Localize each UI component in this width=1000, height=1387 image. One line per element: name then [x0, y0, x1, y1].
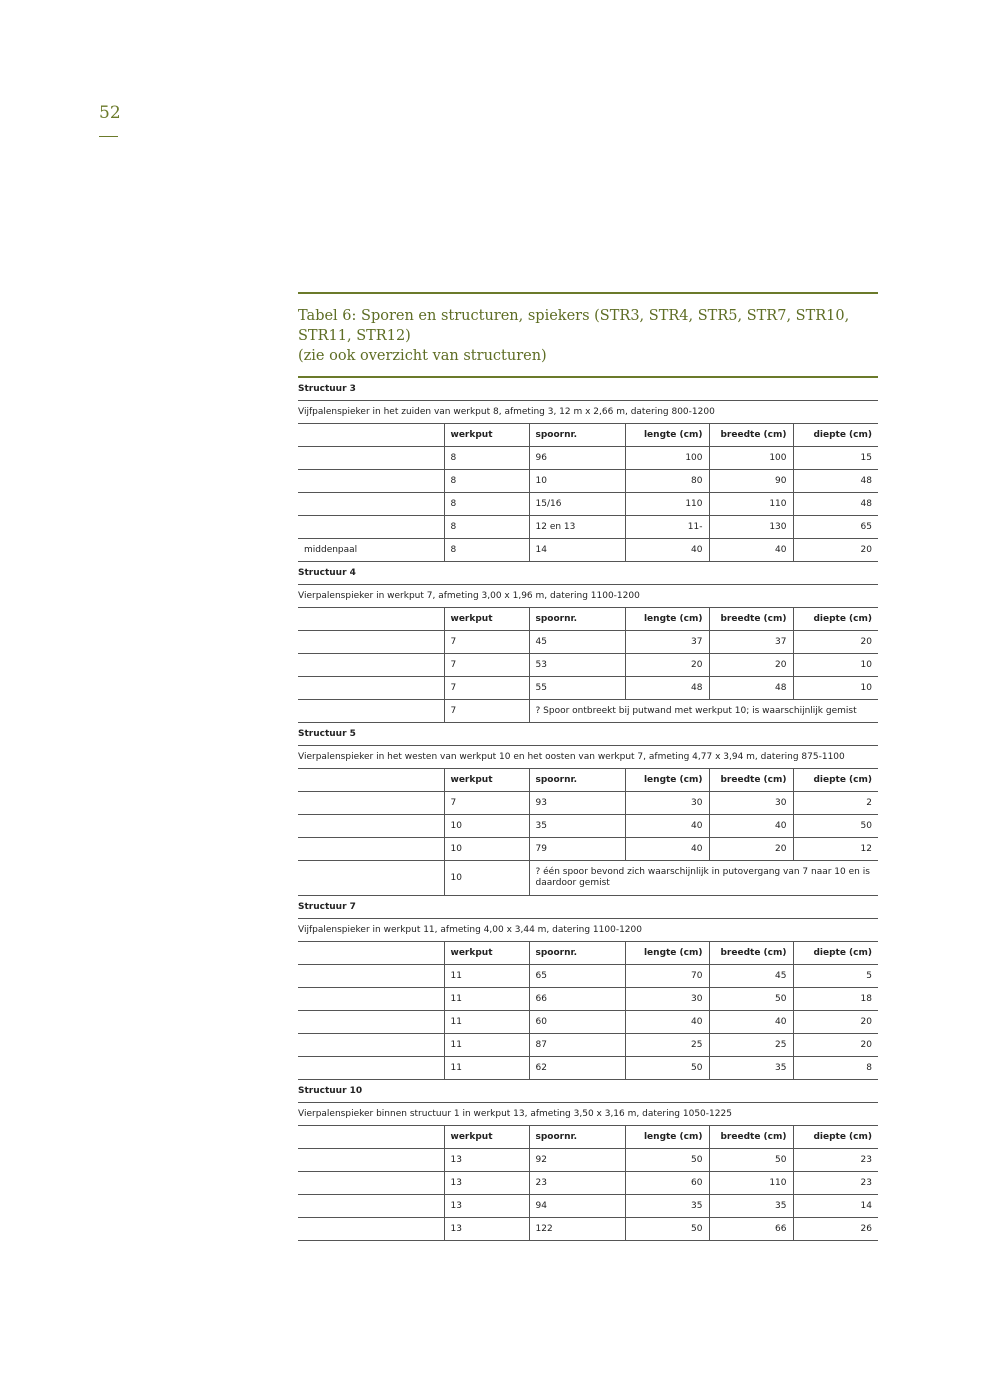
column-header: breedte (cm) — [709, 424, 793, 447]
cell-spoornr: 122 — [529, 1218, 625, 1241]
cell-breedte: 90 — [709, 470, 793, 493]
cell-diepte: 8 — [793, 1057, 878, 1080]
structure-table — [298, 608, 878, 723]
cell-diepte: 2 — [793, 792, 878, 815]
cell-breedte: 50 — [709, 1149, 793, 1172]
cell-spoornr: 12 en 13 — [529, 516, 625, 539]
cell-breedte: 50 — [709, 988, 793, 1011]
cell-werkput: 13 — [444, 1172, 529, 1195]
cell-lengte: 37 — [625, 631, 709, 654]
cell-breedte: 20 — [709, 838, 793, 861]
structure-description: Vierpalenspieker in werkput 7, afmeting 3,00 x 1,96 m, datering 1100-1200 — [298, 585, 878, 608]
cell-werkput: 7 — [444, 700, 529, 723]
cell-lengte: 40 — [625, 838, 709, 861]
column-header: breedte (cm) — [709, 942, 793, 965]
structure-description: Vierpalenspieker binnen structuur 1 in werkput 13, afmeting 3,50 x 3,16 m, datering 1050-1225 — [298, 1103, 878, 1126]
structure-heading: Structuur 7 — [298, 896, 878, 919]
table-title — [298, 306, 878, 366]
row-label — [298, 1195, 444, 1218]
structure-description: Vierpalenspieker in het westen van werkput 10 en het oosten van werkput 7, afmeting 4,77 x 3,94 m, datering 875-1100 — [298, 746, 878, 769]
cell-spoornr: 53 — [529, 654, 625, 677]
cell-spoornr: 55 — [529, 677, 625, 700]
table-row — [298, 815, 878, 838]
structure-heading: Structuur 10 — [298, 1080, 878, 1103]
cell-werkput: 8 — [444, 447, 529, 470]
cell-breedte: 30 — [709, 792, 793, 815]
cell-werkput: 11 — [444, 1057, 529, 1080]
cell-spoornr: 92 — [529, 1149, 625, 1172]
cell-lengte: 80 — [625, 470, 709, 493]
cell-werkput: 7 — [444, 631, 529, 654]
column-header: werkput — [444, 942, 529, 965]
table-row — [298, 1218, 878, 1241]
cell-spoornr: 35 — [529, 815, 625, 838]
structures-list — [298, 378, 878, 1241]
table-row — [298, 988, 878, 1011]
cell-werkput: 13 — [444, 1149, 529, 1172]
row-label — [298, 631, 444, 654]
table-header-row — [298, 424, 878, 447]
cell-diepte: 23 — [793, 1149, 878, 1172]
table-row — [298, 1011, 878, 1034]
row-label — [298, 1011, 444, 1034]
table-row — [298, 539, 878, 562]
cell-diepte: 20 — [793, 539, 878, 562]
cell-lengte: 35 — [625, 1195, 709, 1218]
column-header: werkput — [444, 608, 529, 631]
structure-heading: Structuur 4 — [298, 562, 878, 585]
cell-spoornr: 10 — [529, 470, 625, 493]
row-label — [298, 470, 444, 493]
cell-spoornr: 62 — [529, 1057, 625, 1080]
cell-breedte: 20 — [709, 654, 793, 677]
header-blank-cell — [298, 608, 444, 631]
table-row — [298, 1034, 878, 1057]
column-header: spoornr. — [529, 942, 625, 965]
cell-diepte: 20 — [793, 1011, 878, 1034]
row-label — [298, 815, 444, 838]
row-label: middenpaal — [298, 539, 444, 562]
cell-lengte: 100 — [625, 447, 709, 470]
structure-table — [298, 1126, 878, 1241]
cell-lengte: 48 — [625, 677, 709, 700]
cell-werkput: 8 — [444, 516, 529, 539]
cell-spoornr: 87 — [529, 1034, 625, 1057]
cell-werkput: 10 — [444, 815, 529, 838]
row-label — [298, 1172, 444, 1195]
page-number: 52 — [99, 103, 121, 123]
cell-spoornr: 23 — [529, 1172, 625, 1195]
column-header: werkput — [444, 769, 529, 792]
cell-diepte: 10 — [793, 654, 878, 677]
column-header: breedte (cm) — [709, 1126, 793, 1149]
table-row — [298, 1195, 878, 1218]
cell-diepte: 20 — [793, 631, 878, 654]
structure-table — [298, 424, 878, 562]
cell-lengte: 30 — [625, 988, 709, 1011]
cell-diepte: 18 — [793, 988, 878, 1011]
cell-breedte: 100 — [709, 447, 793, 470]
cell-diepte: 12 — [793, 838, 878, 861]
structure-heading: Structuur 3 — [298, 378, 878, 401]
cell-spoornr: 14 — [529, 539, 625, 562]
cell-spoornr: 79 — [529, 838, 625, 861]
table-header-row — [298, 769, 878, 792]
cell-lengte: 40 — [625, 539, 709, 562]
cell-breedte: 35 — [709, 1195, 793, 1218]
cell-breedte: 35 — [709, 1057, 793, 1080]
structure-table — [298, 769, 878, 896]
table-row — [298, 838, 878, 861]
cell-lengte: 50 — [625, 1218, 709, 1241]
cell-diepte: 48 — [793, 493, 878, 516]
table-row — [298, 654, 878, 677]
structure-description: Vijfpalenspieker in werkput 11, afmeting 4,00 x 3,44 m, datering 1100-1200 — [298, 919, 878, 942]
cell-spoornr: 93 — [529, 792, 625, 815]
cell-note: ? Spoor ontbreekt bij putwand met werkput 10; is waarschijnlijk gemist — [529, 700, 878, 723]
column-header: spoornr. — [529, 424, 625, 447]
cell-werkput: 7 — [444, 792, 529, 815]
table-header-row — [298, 608, 878, 631]
table-row — [298, 1172, 878, 1195]
column-header: breedte (cm) — [709, 608, 793, 631]
row-label — [298, 516, 444, 539]
table-row — [298, 447, 878, 470]
row-label — [298, 493, 444, 516]
cell-diepte: 23 — [793, 1172, 878, 1195]
row-label — [298, 447, 444, 470]
table-row — [298, 1149, 878, 1172]
row-label — [298, 965, 444, 988]
cell-lengte: 11- — [625, 516, 709, 539]
column-header: lengte (cm) — [625, 769, 709, 792]
row-label — [298, 654, 444, 677]
cell-spoornr: 66 — [529, 988, 625, 1011]
cell-breedte: 48 — [709, 677, 793, 700]
table-title-line-2: (zie ook overzicht van structuren) — [298, 348, 547, 364]
cell-werkput: 7 — [444, 654, 529, 677]
row-label — [298, 838, 444, 861]
cell-diepte: 20 — [793, 1034, 878, 1057]
cell-lengte: 30 — [625, 792, 709, 815]
column-header: diepte (cm) — [793, 1126, 878, 1149]
column-header: diepte (cm) — [793, 424, 878, 447]
column-header: diepte (cm) — [793, 769, 878, 792]
table-container — [298, 292, 878, 1241]
table-row — [298, 677, 878, 700]
table-row — [298, 700, 878, 723]
cell-werkput: 13 — [444, 1195, 529, 1218]
column-header: werkput — [444, 424, 529, 447]
column-header: lengte (cm) — [625, 424, 709, 447]
cell-diepte: 14 — [793, 1195, 878, 1218]
cell-werkput: 11 — [444, 988, 529, 1011]
cell-breedte: 40 — [709, 1011, 793, 1034]
cell-diepte: 26 — [793, 1218, 878, 1241]
structure-description: Vijfpalenspieker in het zuiden van werkput 8, afmeting 3, 12 m x 2,66 m, datering 800-1200 — [298, 401, 878, 424]
table-header-row — [298, 1126, 878, 1149]
cell-werkput: 11 — [444, 1011, 529, 1034]
row-label — [298, 1149, 444, 1172]
cell-diepte: 65 — [793, 516, 878, 539]
table-row — [298, 1057, 878, 1080]
cell-breedte: 110 — [709, 493, 793, 516]
header-blank-cell — [298, 1126, 444, 1149]
cell-spoornr: 96 — [529, 447, 625, 470]
cell-breedte: 37 — [709, 631, 793, 654]
page-number-rule — [99, 136, 118, 137]
table-row — [298, 493, 878, 516]
cell-lengte: 110 — [625, 493, 709, 516]
row-label — [298, 861, 444, 896]
column-header: diepte (cm) — [793, 608, 878, 631]
cell-werkput: 8 — [444, 539, 529, 562]
cell-werkput: 11 — [444, 965, 529, 988]
cell-breedte: 40 — [709, 815, 793, 838]
table-row — [298, 631, 878, 654]
column-header: spoornr. — [529, 769, 625, 792]
cell-spoornr: 94 — [529, 1195, 625, 1218]
table-row — [298, 470, 878, 493]
cell-werkput: 8 — [444, 470, 529, 493]
cell-lengte: 40 — [625, 1011, 709, 1034]
cell-diepte: 10 — [793, 677, 878, 700]
cell-spoornr: 65 — [529, 965, 625, 988]
structure-table — [298, 942, 878, 1080]
table-row — [298, 965, 878, 988]
table-row — [298, 516, 878, 539]
column-header: lengte (cm) — [625, 608, 709, 631]
cell-lengte: 20 — [625, 654, 709, 677]
row-label — [298, 700, 444, 723]
cell-breedte: 130 — [709, 516, 793, 539]
cell-werkput: 10 — [444, 861, 529, 896]
cell-werkput: 13 — [444, 1218, 529, 1241]
header-blank-cell — [298, 942, 444, 965]
column-header: werkput — [444, 1126, 529, 1149]
cell-lengte: 50 — [625, 1057, 709, 1080]
cell-breedte: 40 — [709, 539, 793, 562]
cell-lengte: 50 — [625, 1149, 709, 1172]
row-label — [298, 792, 444, 815]
row-label — [298, 677, 444, 700]
table-row — [298, 792, 878, 815]
cell-diepte: 48 — [793, 470, 878, 493]
table-header-row — [298, 942, 878, 965]
cell-breedte: 25 — [709, 1034, 793, 1057]
cell-breedte: 66 — [709, 1218, 793, 1241]
column-header: diepte (cm) — [793, 942, 878, 965]
cell-diepte: 5 — [793, 965, 878, 988]
cell-breedte: 45 — [709, 965, 793, 988]
cell-diepte: 15 — [793, 447, 878, 470]
header-blank-cell — [298, 769, 444, 792]
cell-breedte: 110 — [709, 1172, 793, 1195]
cell-werkput: 11 — [444, 1034, 529, 1057]
cell-lengte: 60 — [625, 1172, 709, 1195]
column-header: lengte (cm) — [625, 942, 709, 965]
cell-note: ? één spoor bevond zich waarschijnlijk in putovergang van 7 naar 10 en is daardoor gemist — [529, 861, 878, 896]
column-header: breedte (cm) — [709, 769, 793, 792]
cell-spoornr: 15/16 — [529, 493, 625, 516]
column-header: spoornr. — [529, 608, 625, 631]
column-header: spoornr. — [529, 1126, 625, 1149]
cell-diepte: 50 — [793, 815, 878, 838]
row-label — [298, 1218, 444, 1241]
cell-werkput: 7 — [444, 677, 529, 700]
table-title-line-1: Tabel 6: Sporen en structuren, spiekers (STR3, STR4, STR5, STR7, STR10, STR11, STR12) — [298, 308, 850, 344]
cell-werkput: 8 — [444, 493, 529, 516]
cell-werkput: 10 — [444, 838, 529, 861]
cell-spoornr: 45 — [529, 631, 625, 654]
top-rule — [298, 292, 878, 294]
row-label — [298, 1034, 444, 1057]
row-label — [298, 1057, 444, 1080]
cell-lengte: 40 — [625, 815, 709, 838]
header-blank-cell — [298, 424, 444, 447]
structure-heading: Structuur 5 — [298, 723, 878, 746]
cell-lengte: 70 — [625, 965, 709, 988]
cell-spoornr: 60 — [529, 1011, 625, 1034]
column-header: lengte (cm) — [625, 1126, 709, 1149]
row-label — [298, 988, 444, 1011]
cell-lengte: 25 — [625, 1034, 709, 1057]
table-row — [298, 861, 878, 896]
